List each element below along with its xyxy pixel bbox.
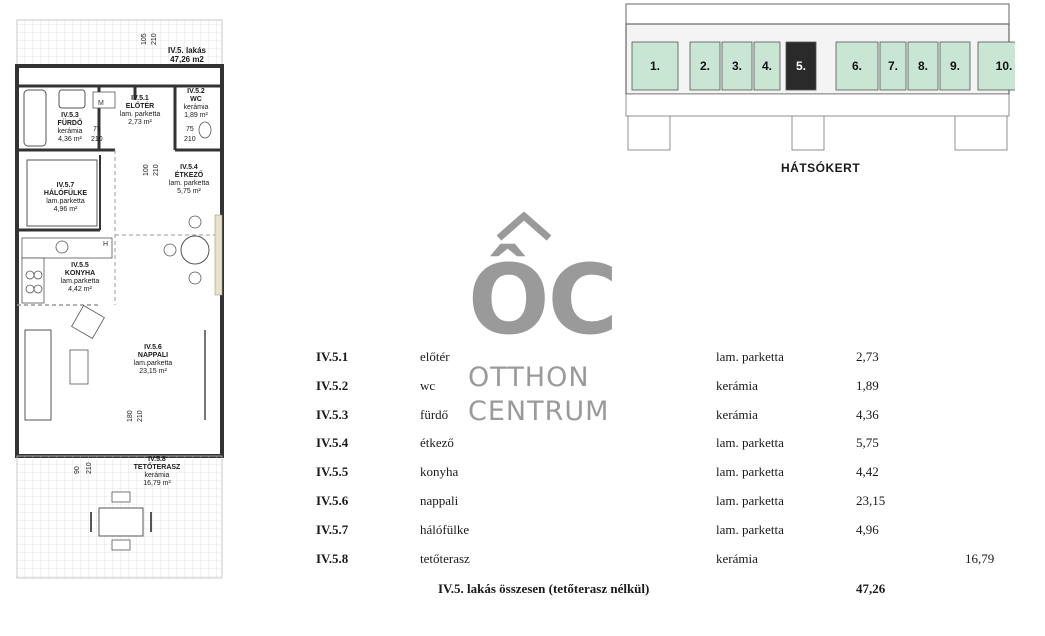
dim-terrace-h: 210 (137, 410, 144, 422)
unit-7-label: 7. (887, 59, 899, 73)
dim-entry-w: 105 (141, 33, 148, 45)
apartment-area: 47,26 m2 (170, 55, 204, 64)
unit-3-label: 3. (731, 59, 743, 73)
room-label-iv57: IV.5.7 HÁLÓFÜLKE lam.parketta 4,96 m² (43, 182, 88, 213)
room-label-iv58: IV.5.8 TETŐTERASZ kerámia 16,79 m² (133, 456, 181, 487)
total-value: 47,26 (856, 581, 886, 596)
m-appliance: M (98, 100, 104, 107)
dim-terrace2-w: 90 (74, 466, 81, 474)
logo-roof-icon (496, 212, 552, 242)
table-row: IV.5.1 előtér lam. parketta 2,73 (316, 349, 879, 364)
unit-9-label: 9. (949, 59, 961, 73)
room-label-iv56: IV.5.6 NAPPALI lam.parketta 23,15 m² (133, 344, 173, 375)
dim-wc-w: 75 (186, 126, 194, 133)
dim-terrace2-h: 210 (86, 462, 93, 474)
bathtub (24, 90, 46, 146)
table-row: IV.5.5 konyha lam. parketta 4,42 (316, 464, 879, 479)
table-row: IV.5.7 hálófülke lam. parketta 4,96 (316, 522, 879, 537)
dim-terrace-w: 180 (127, 410, 134, 422)
dining-table (181, 236, 209, 264)
h-appliance: H (103, 241, 109, 248)
unit-5-label: 5. (795, 59, 807, 73)
garden-label: HÁTSÓKERT (781, 161, 861, 175)
room-label-iv52: IV.5.2 WC kerámia 1,89 m² (183, 88, 209, 119)
room-label-iv55: IV.5.5 KONYHA lam.parketta 4,42 m² (60, 262, 100, 293)
dim-entry-h: 210 (151, 33, 158, 45)
dim-kitchen-w: 100 (143, 164, 150, 176)
unit-2-label: 2. (699, 59, 711, 73)
unit-1-label: 1. (649, 59, 661, 73)
dim-bath-h: 210 (91, 136, 103, 143)
logo-mark: ÔC (468, 244, 617, 356)
unit-4-label: 4. (761, 59, 773, 73)
table-row: IV.5.2 wc kerámia 1,89 (316, 378, 879, 393)
table-row: IV.5.8 tetőterasz kerámia 16,79 (316, 551, 995, 566)
dim-wc-h: 210 (184, 136, 196, 143)
logo-line1: OTTHON (468, 362, 590, 393)
table-row: IV.5.3 fürdő kerámia 4,36 (316, 407, 879, 422)
apartment-label (168, 46, 206, 64)
table-row: IV.5.4 étkező lam. parketta 5,75 (316, 435, 879, 450)
room-label-iv51: IV.5.1 ELŐTÉR lam. parketta 2,73 m² (119, 95, 161, 126)
logo-line2: CENTRUM (468, 396, 610, 427)
room-label-iv54: IV.5.4 ÉTKEZŐ lam. parketta 5,75 m² (168, 164, 210, 195)
dim-bath-w: 75 (93, 126, 101, 133)
dim-kitchen-h: 210 (153, 164, 160, 176)
unit-8-label: 8. (917, 59, 929, 73)
building-key-plan (620, 0, 1015, 155)
total-label: IV.5. lakás összesen (tetőterasz nélkül) (438, 581, 650, 596)
unit-6-label: 6. (851, 59, 863, 73)
table-row: IV.5.6 nappali lam. parketta 23,15 (316, 493, 886, 508)
room-label-iv53: IV.5.3 FÜRDŐ kerámia 4,36 m² (57, 112, 83, 143)
apartment-code: IV.5. lakás (168, 46, 206, 55)
unit-10-label: 10. (995, 59, 1013, 73)
